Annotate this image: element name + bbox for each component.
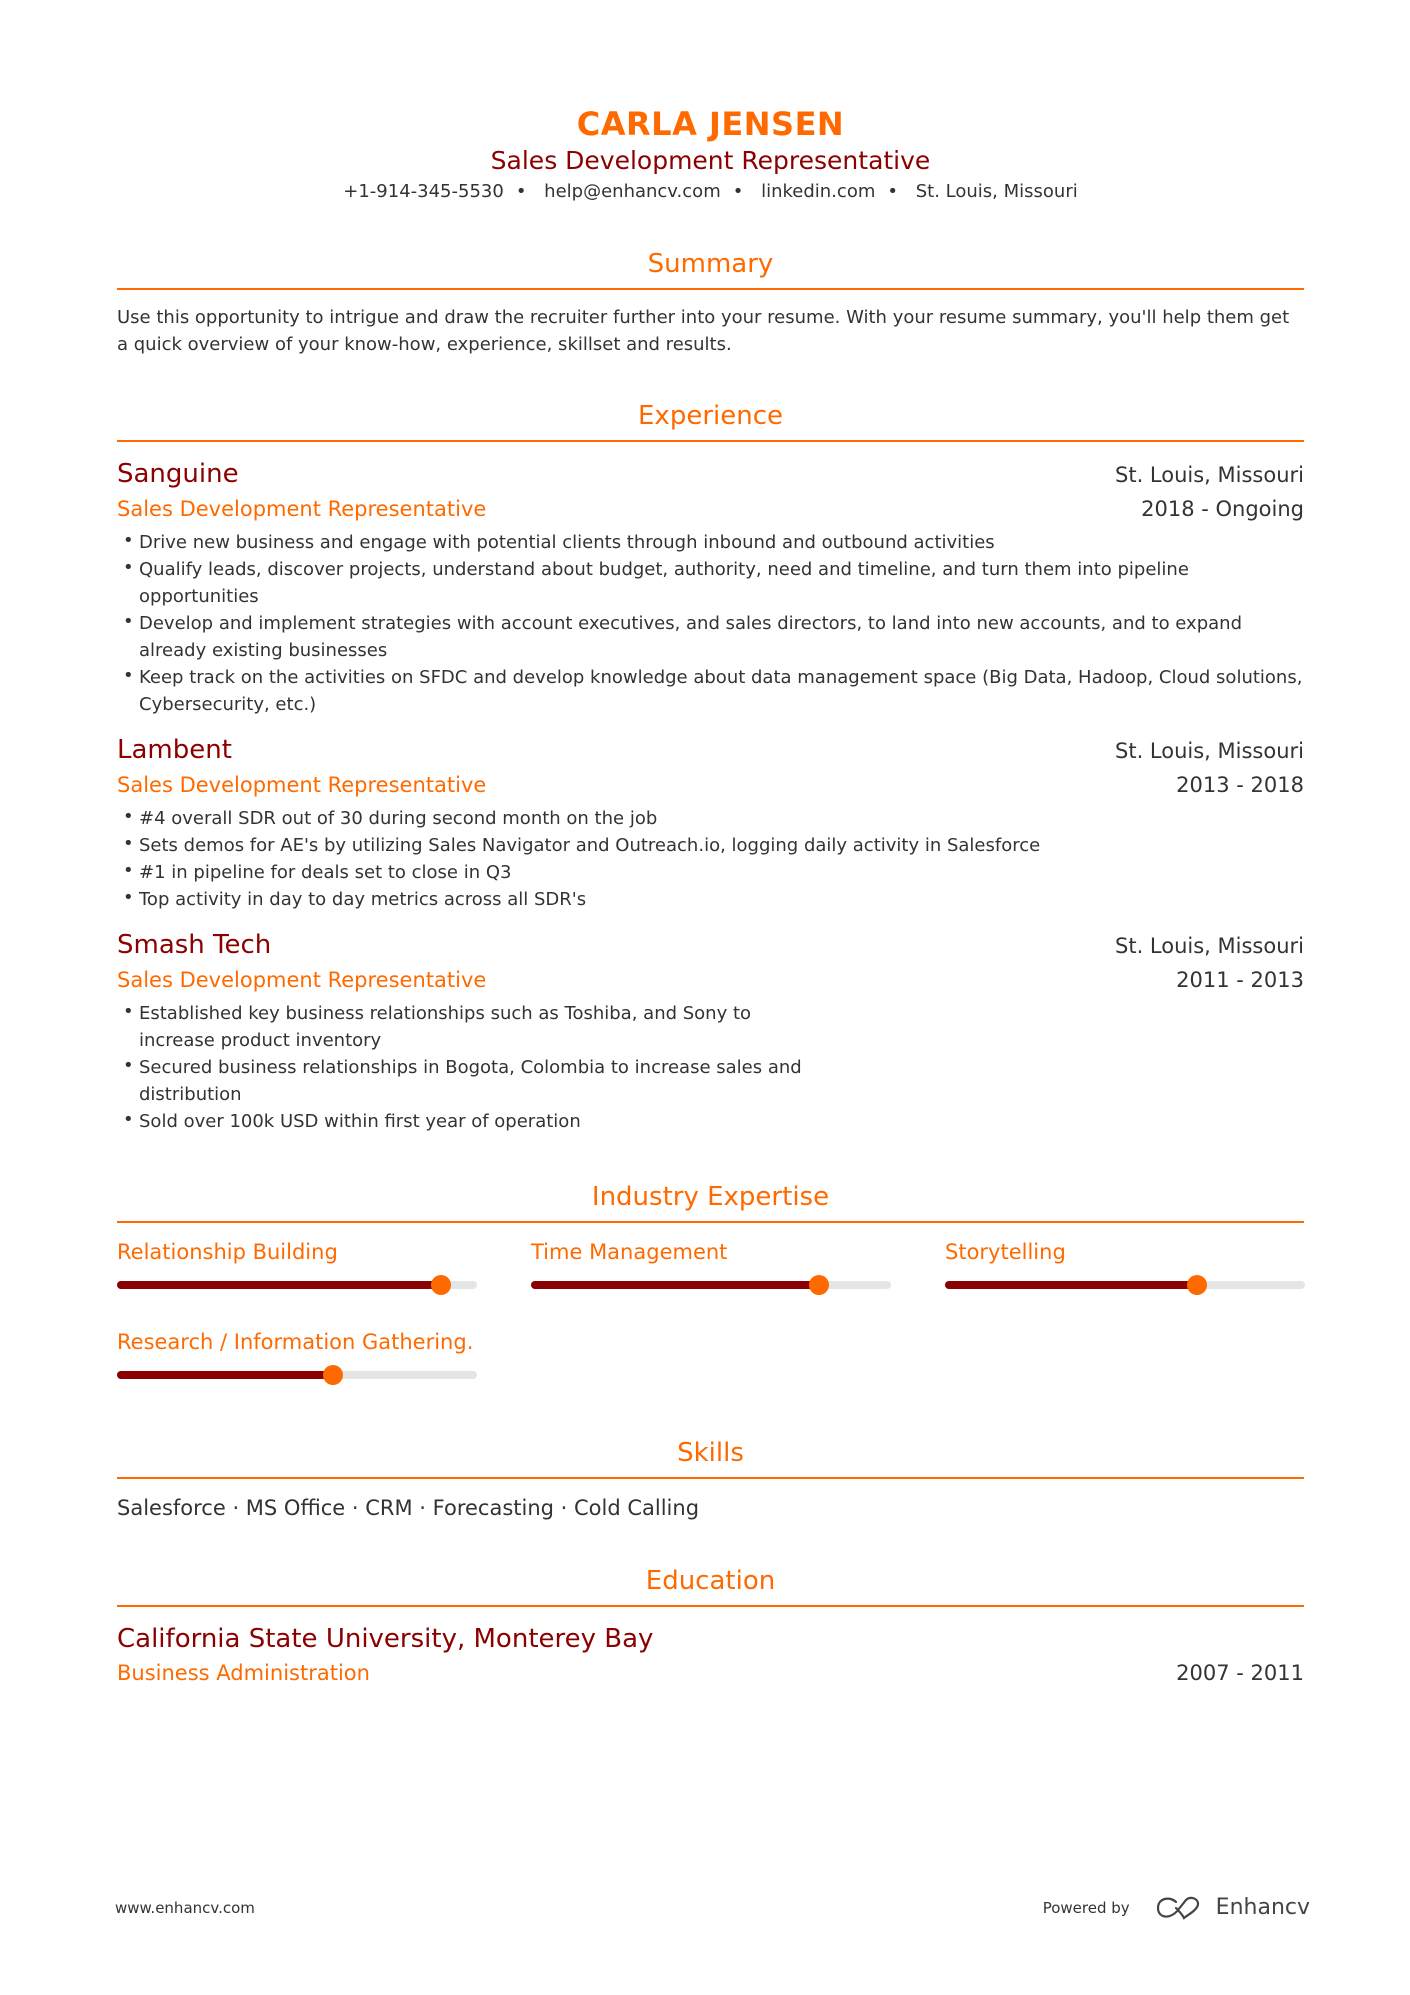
expertise-bar-knob bbox=[431, 1275, 451, 1295]
job-bullet: • #1 in pipeline for deals set to close in Q3 bbox=[117, 859, 1304, 886]
expertise-bar-fill bbox=[531, 1281, 819, 1289]
powered-by bbox=[1043, 1895, 1310, 1920]
linkedin: linkedin.com bbox=[761, 181, 876, 202]
summary-heading: Summary bbox=[117, 246, 1304, 290]
skills-list: Salesforce · MS Office · CRM · Forecasting · Cold Calling bbox=[117, 1496, 700, 1520]
expertise-item bbox=[117, 1237, 477, 1289]
company-name: Sanguine bbox=[117, 459, 239, 489]
education-heading: Education bbox=[117, 1563, 1304, 1607]
degree: Business Administration bbox=[117, 1661, 370, 1685]
expertise-heading: Industry Expertise bbox=[117, 1179, 1304, 1223]
company-name: Lambent bbox=[117, 735, 232, 765]
expertise-grid bbox=[117, 1237, 1304, 1379]
experience-list bbox=[117, 456, 1304, 1135]
school-name: California State University, Monterey Bay bbox=[117, 1624, 654, 1654]
enhancv-logo-text: Enhancv bbox=[1215, 1895, 1310, 1920]
enhancv-logo[interactable] bbox=[1156, 1895, 1310, 1920]
experience-heading: Experience bbox=[117, 398, 1304, 442]
expertise-label: Relationship Building bbox=[117, 1240, 338, 1264]
job-bullets bbox=[117, 1000, 1304, 1135]
job-location: St. Louis, Missouri bbox=[1115, 934, 1304, 958]
job-bullet: • Sold over 100k USD within first year of operation bbox=[117, 1108, 817, 1135]
education-dates: 2007 - 2011 bbox=[1176, 1661, 1304, 1685]
expertise-item bbox=[531, 1237, 891, 1289]
candidate-name: CARLA JENSEN bbox=[576, 105, 845, 143]
phone: +1-914-345-5530 bbox=[343, 181, 504, 202]
job-bullet: • Established key business relationships such as Toshiba, and Sony to increase product inventory bbox=[117, 1000, 817, 1054]
job-entry bbox=[117, 732, 1304, 913]
enhancv-logo-icon bbox=[1156, 1896, 1202, 1920]
expertise-bar-knob bbox=[809, 1275, 829, 1295]
expertise-bar bbox=[117, 1371, 477, 1379]
footer bbox=[115, 1895, 1310, 1920]
job-bullet: • Secured business relationships in Bogota, Colombia to increase sales and distribution bbox=[117, 1054, 817, 1108]
job-role: Sales Development Representative bbox=[117, 968, 487, 992]
job-location: St. Louis, Missouri bbox=[1115, 739, 1304, 763]
education-entry bbox=[117, 1621, 1304, 1689]
location: St. Louis, Missouri bbox=[915, 181, 1078, 202]
job-entry bbox=[117, 927, 1304, 1135]
expertise-bar-knob bbox=[1187, 1275, 1207, 1295]
summary-text: Use this opportunity to intrigue and draw the recruiter further into your resume. With your resume summary, you'll help them get a quick overview of your know-how, experience, skillset and results. bbox=[117, 307, 1290, 355]
resume-page bbox=[117, 0, 1304, 1689]
skills-heading: Skills bbox=[117, 1435, 1304, 1479]
job-dates: 2013 - 2018 bbox=[1176, 773, 1304, 797]
candidate-title: Sales Development Representative bbox=[490, 146, 931, 175]
job-bullet: • Drive new business and engage with potential clients through inbound and outbound activities bbox=[117, 529, 1304, 556]
expertise-bar bbox=[531, 1281, 891, 1289]
job-entry bbox=[117, 456, 1304, 718]
job-bullets bbox=[117, 805, 1304, 913]
expertise-bar bbox=[117, 1281, 477, 1289]
powered-by-label: Powered by bbox=[1042, 1898, 1130, 1917]
contact-line: +1-914-345-5530 • help@enhancv.com • linkedin.com • St. Louis, Missouri bbox=[343, 181, 1078, 202]
job-dates: 2018 - Ongoing bbox=[1141, 497, 1304, 521]
job-bullet: • Develop and implement strategies with account executives, and sales directors, to land into new accounts, and to expand already existing businesses bbox=[117, 610, 1304, 664]
job-location: St. Louis, Missouri bbox=[1115, 463, 1304, 487]
footer-website[interactable]: www.enhancv.com bbox=[115, 1898, 255, 1917]
expertise-bar bbox=[945, 1281, 1305, 1289]
expertise-label: Time Management bbox=[531, 1240, 728, 1264]
job-bullet: • Sets demos for AE's by utilizing Sales Navigator and Outreach.io, logging daily activity in Salesforce bbox=[117, 832, 1304, 859]
expertise-item bbox=[945, 1237, 1305, 1289]
expertise-bar-fill bbox=[117, 1371, 333, 1379]
email: help@enhancv.com bbox=[544, 181, 721, 202]
expertise-bar-fill bbox=[945, 1281, 1197, 1289]
job-bullet: • #4 overall SDR out of 30 during second month on the job bbox=[117, 805, 1304, 832]
expertise-label: Research / Information Gathering. bbox=[117, 1330, 474, 1354]
job-bullet: • Top activity in day to day metrics across all SDR's bbox=[117, 886, 1304, 913]
job-bullet: • Keep track on the activities on SFDC and develop knowledge about data management space (Big Data, Hadoop, Cloud solutions, Cybersecurity, etc.) bbox=[117, 664, 1304, 718]
expertise-bar-fill bbox=[117, 1281, 441, 1289]
job-bullets bbox=[117, 529, 1304, 718]
job-role: Sales Development Representative bbox=[117, 773, 487, 797]
company-name: Smash Tech bbox=[117, 930, 272, 960]
job-role: Sales Development Representative bbox=[117, 497, 487, 521]
expertise-label: Storytelling bbox=[945, 1240, 1066, 1264]
expertise-item bbox=[117, 1327, 477, 1379]
expertise-bar-knob bbox=[323, 1365, 343, 1385]
job-bullet: • Qualify leads, discover projects, understand about budget, authority, need and timeline, and turn them into pipeline opportunities bbox=[117, 556, 1304, 610]
job-dates: 2011 - 2013 bbox=[1176, 968, 1304, 992]
